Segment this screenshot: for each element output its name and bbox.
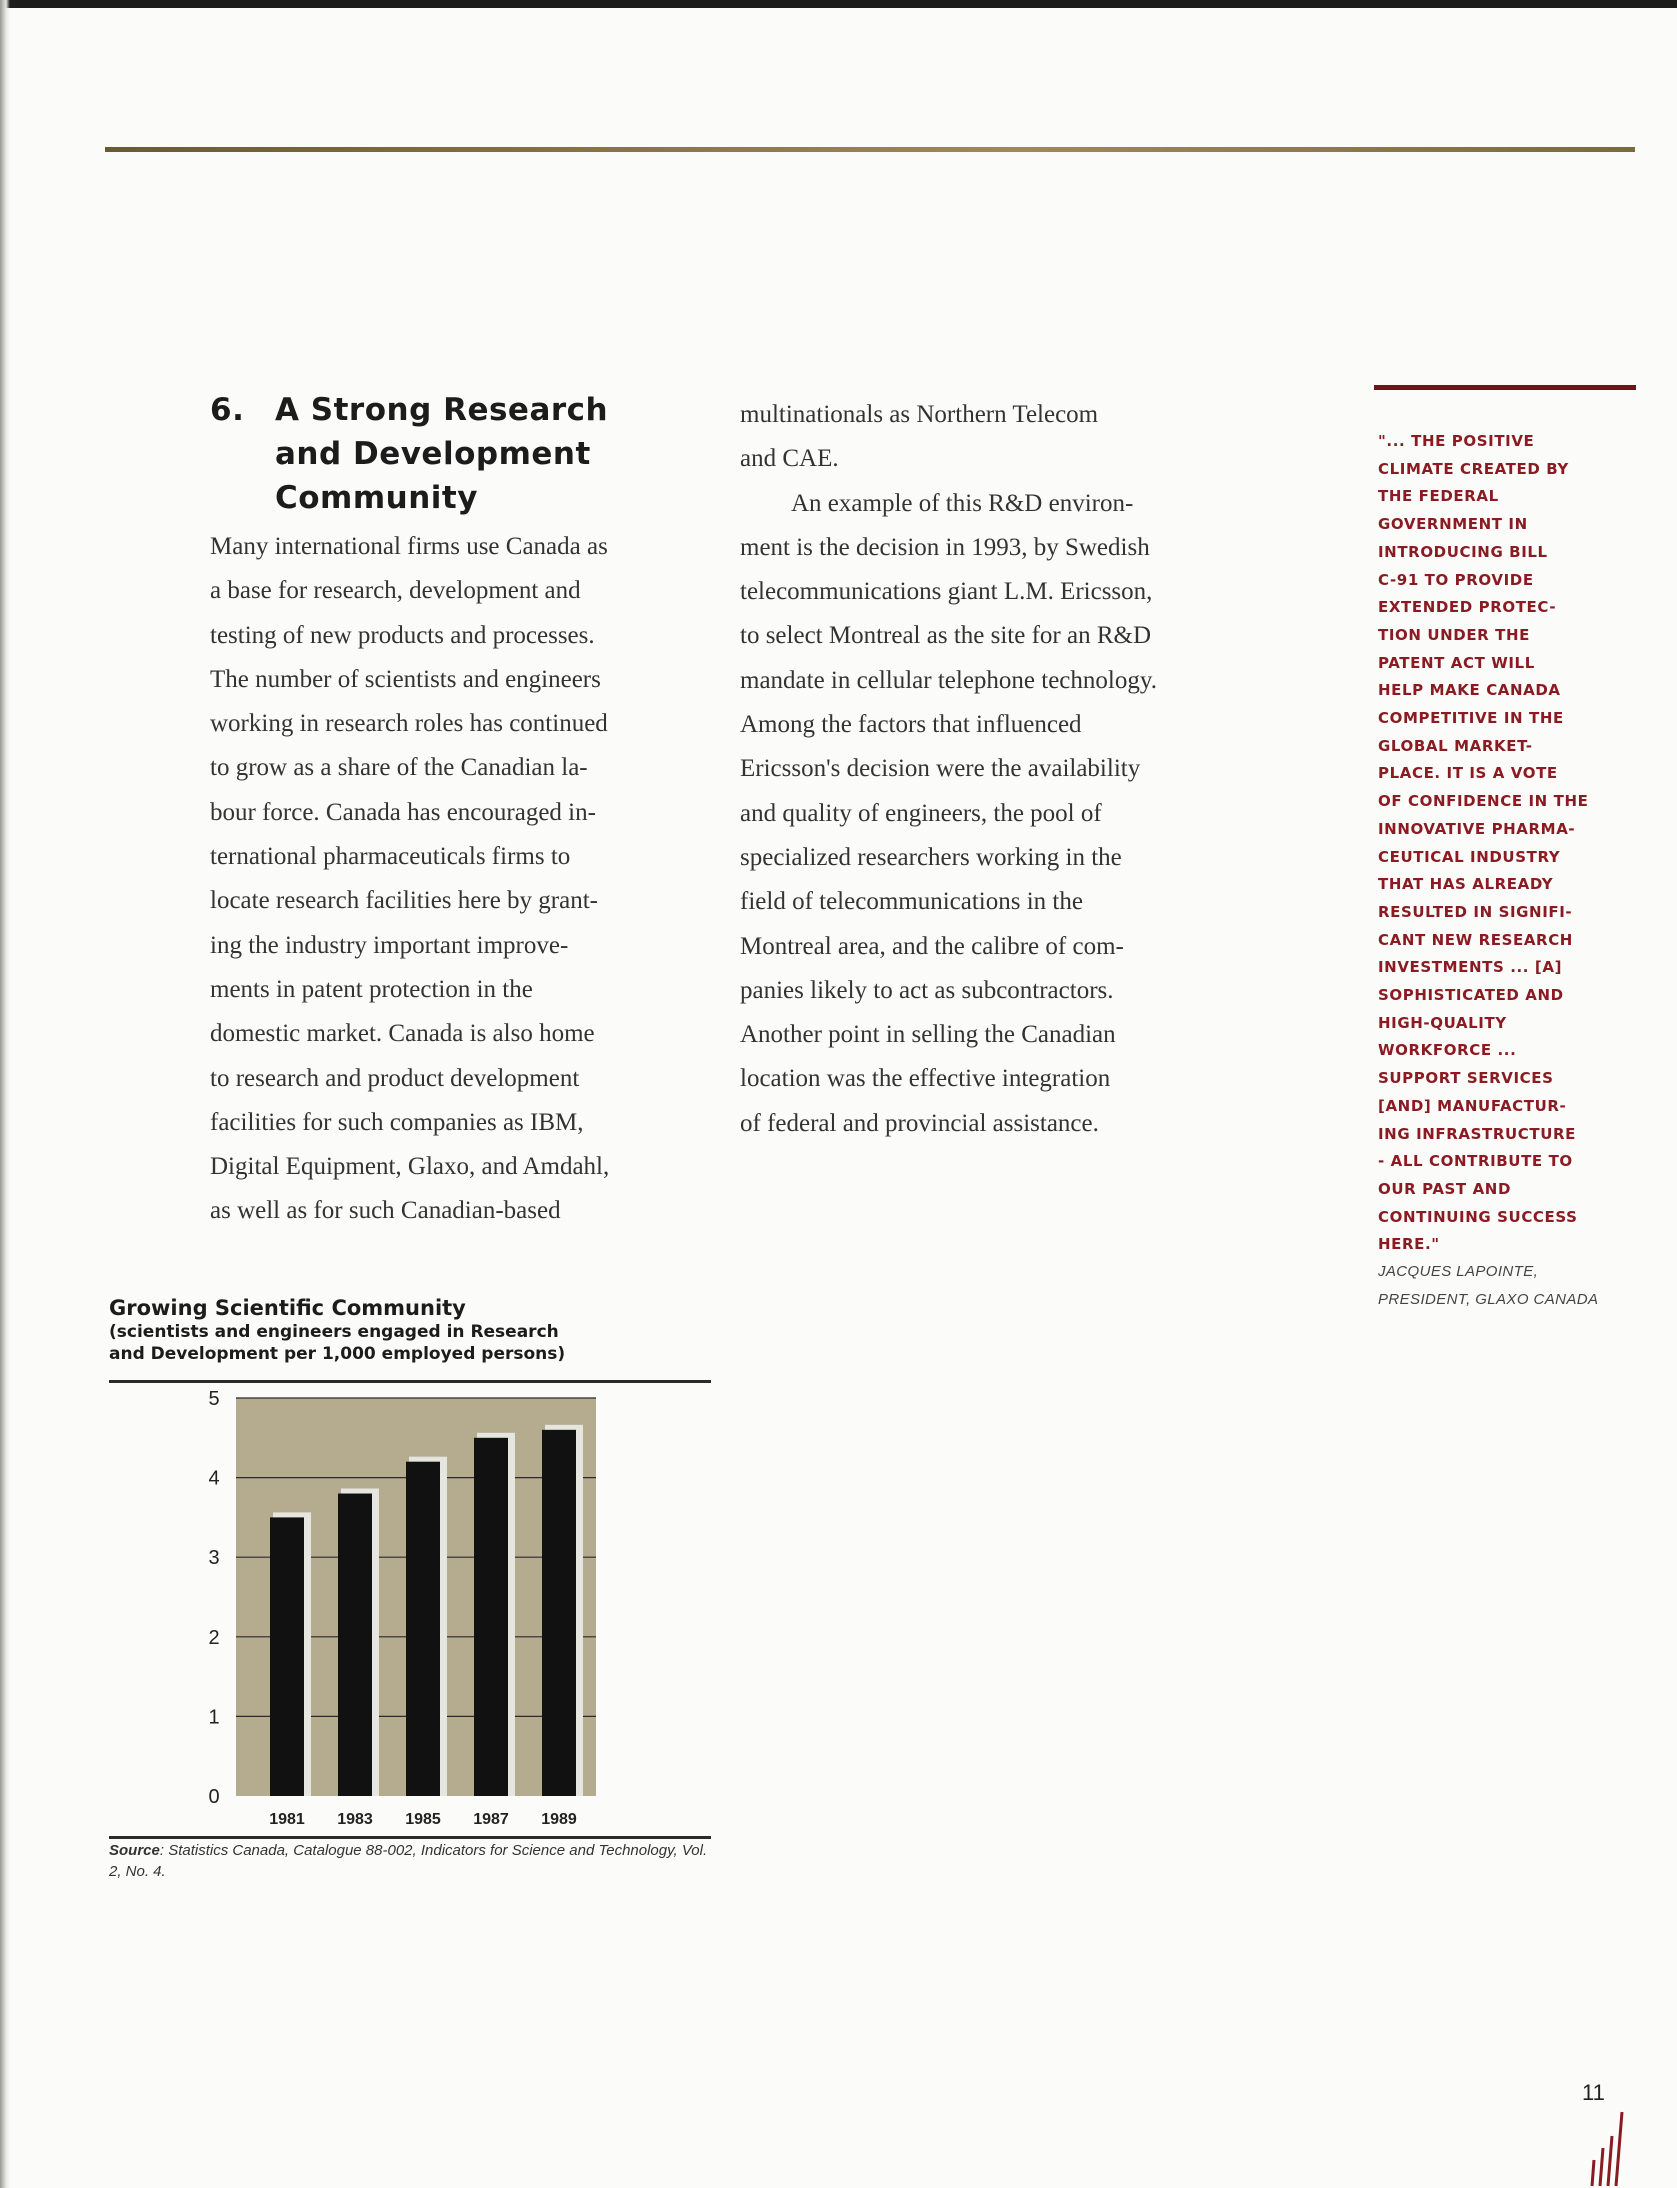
text-line: and quality of engineers, the pool of — [740, 799, 1102, 827]
text-line: CONTINUING SUCCESS — [1378, 1207, 1578, 1226]
text-line: to select Montreal as the site for an R&D — [740, 622, 1151, 650]
text-line: field of telecommunications in the — [740, 888, 1083, 916]
y-tick-label: 3 — [208, 1547, 220, 1570]
chart-subtitle-line-2: and Development per 1,000 employed persons) — [109, 1344, 566, 1364]
text-line: HIGH-QUALITY — [1378, 1013, 1507, 1032]
x-tick-label: 1985 — [405, 1811, 441, 1828]
text-line: INNOVATIVE PHARMA- — [1378, 819, 1576, 838]
text-line: to research and product development — [210, 1064, 580, 1092]
chart-source — [109, 1840, 709, 1882]
text-line: "... THE POSITIVE — [1378, 432, 1535, 450]
text-line: SOPHISTICATED AND — [1378, 986, 1564, 1005]
text-line: panies likely to act as subcontractors. — [740, 976, 1114, 1004]
bar — [270, 1517, 304, 1796]
section-heading — [210, 388, 720, 520]
section-title-line-3: Community — [275, 480, 478, 516]
text-line: EXTENDED PROTEC- — [1378, 598, 1557, 617]
text-line: multinationals as Northern Telecom — [740, 401, 1099, 428]
text-line: HELP MAKE CANADA — [1378, 681, 1561, 700]
text-line: mandate in cellular telephone technology. — [740, 666, 1157, 694]
chart-subtitle-line-1: (scientists and engineers engaged in Research — [109, 1322, 559, 1342]
text-line: and CAE. — [740, 445, 839, 473]
y-tick-label: 4 — [208, 1467, 220, 1490]
page-mark-icon — [1588, 2108, 1628, 2188]
y-tick-label: 5 — [208, 1388, 220, 1410]
section-title-line-1: A Strong Research — [275, 392, 609, 428]
chart-source-text: : Statistics Canada, Catalogue 88-002, Indicators for Science and Technology, Vol. 2, No. 4. — [109, 1842, 708, 1880]
x-tick-label: 1989 — [541, 1811, 577, 1828]
text-line: locate research facilities here by grant- — [210, 887, 598, 915]
pull-quote — [1378, 428, 1640, 1259]
text-line: telecommunications giant L.M. Ericsson, — [740, 578, 1153, 606]
binding-edge — [0, 0, 10, 2188]
y-tick-label: 0 — [208, 1786, 220, 1808]
x-tick-label: 1983 — [337, 1811, 373, 1828]
body-column-1 — [210, 525, 715, 1234]
y-tick-label: 2 — [208, 1626, 220, 1649]
text-line: OUR PAST AND — [1378, 1179, 1512, 1198]
text-line: Among the factors that influenced — [740, 711, 1082, 739]
text-line: Another point in selling the Canadian — [740, 1021, 1116, 1049]
y-tick-label: 1 — [208, 1706, 220, 1729]
bar — [338, 1494, 372, 1796]
chart-title: Growing Scientific Community — [109, 1296, 466, 1320]
page-top-edge — [0, 0, 1677, 8]
text-line: CLIMATE CREATED BY — [1378, 459, 1569, 478]
text-line: specialized researchers working in the — [740, 843, 1122, 871]
text-line: JACQUES LAPOINTE, — [1378, 1263, 1539, 1280]
pull-quote-attribution — [1378, 1258, 1640, 1314]
text-line: location was the effective integration — [740, 1065, 1111, 1093]
text-line: HERE." — [1378, 1235, 1440, 1254]
text-line: GLOBAL MARKET- — [1378, 736, 1533, 755]
header-rule — [105, 147, 1635, 152]
body-column-2 — [740, 393, 1250, 1146]
bar-chart — [109, 1383, 711, 1833]
text-line: Digital Equipment, Glaxo, and Amdahl, — [210, 1153, 610, 1181]
pull-quote-rule — [1374, 385, 1636, 390]
chart-source-label: Source — [109, 1842, 160, 1859]
text-line: as well as for such Canadian-based — [210, 1197, 561, 1225]
x-tick-label: 1987 — [473, 1811, 509, 1828]
text-line: THAT HAS ALREADY — [1378, 875, 1554, 894]
text-line: bour force. Canada has encouraged in- — [210, 798, 596, 826]
text-line: COMPETITIVE IN THE — [1378, 709, 1564, 728]
text-line: CEUTICAL INDUSTRY — [1378, 847, 1561, 866]
chart-heading — [109, 1295, 729, 1365]
text-line: ING INFRASTRUCTURE — [1378, 1124, 1576, 1143]
text-line: facilities for such companies as IBM, — [210, 1108, 584, 1136]
text-line: C-91 TO PROVIDE — [1378, 570, 1534, 589]
text-line: THE FEDERAL — [1378, 487, 1499, 506]
text-line: INVESTMENTS ... [A] — [1378, 958, 1563, 977]
section-title-line-2: and Development — [275, 436, 591, 472]
text-line: Montreal area, and the calibre of com- — [740, 932, 1124, 960]
text-line: - ALL CONTRIBUTE TO — [1378, 1152, 1573, 1171]
text-line: [AND] MANUFACTUR- — [1378, 1096, 1567, 1115]
bar — [406, 1462, 440, 1796]
text-line: Ericsson's decision were the availability — [740, 755, 1141, 783]
chart-bottom-rule — [109, 1836, 711, 1839]
text-line: domestic market. Canada is also home — [210, 1020, 595, 1048]
text-line: OF CONFIDENCE IN THE — [1378, 792, 1589, 811]
text-line: ment is the decision in 1993, by Swedish — [740, 533, 1150, 561]
text-line: WORKFORCE ... — [1378, 1041, 1517, 1060]
text-line: ternational pharmaceuticals firms to — [210, 843, 571, 871]
text-line: ments in patent protection in the — [210, 975, 533, 1003]
text-line: The number of scientists and engineers — [210, 665, 601, 693]
text-line: SUPPORT SERVICES — [1378, 1069, 1554, 1088]
text-line: CANT NEW RESEARCH — [1378, 930, 1573, 949]
page-number: 11 — [1582, 2080, 1605, 2105]
text-line: TION UNDER THE — [1378, 625, 1530, 644]
text-line: working in research roles has continued — [210, 710, 608, 738]
bar — [542, 1430, 576, 1796]
text-line: PRESIDENT, GLAXO CANADA — [1378, 1291, 1599, 1308]
text-line: Many international firms use Canada as — [210, 533, 608, 560]
text-line: INTRODUCING BILL — [1378, 542, 1548, 561]
text-line: testing of new products and processes. — [210, 621, 595, 649]
text-line-content: An example of this R&D environ- — [791, 489, 1134, 517]
x-tick-label: 1981 — [269, 1811, 305, 1828]
text-line: PLACE. IT IS A VOTE — [1378, 764, 1558, 783]
text-line: of federal and provincial assistance. — [740, 1109, 1099, 1137]
bar — [474, 1438, 508, 1796]
section-number: 6. — [210, 392, 245, 428]
text-line: GOVERNMENT IN — [1378, 515, 1528, 534]
text-line: RESULTED IN SIGNIFI- — [1378, 902, 1573, 921]
text-line: to grow as a share of the Canadian la- — [210, 754, 588, 782]
text-line — [740, 482, 1250, 526]
text-line: PATENT ACT WILL — [1378, 653, 1535, 672]
text-line: ing the industry important improve- — [210, 931, 569, 959]
text-line: a base for research, development and — [210, 577, 581, 605]
